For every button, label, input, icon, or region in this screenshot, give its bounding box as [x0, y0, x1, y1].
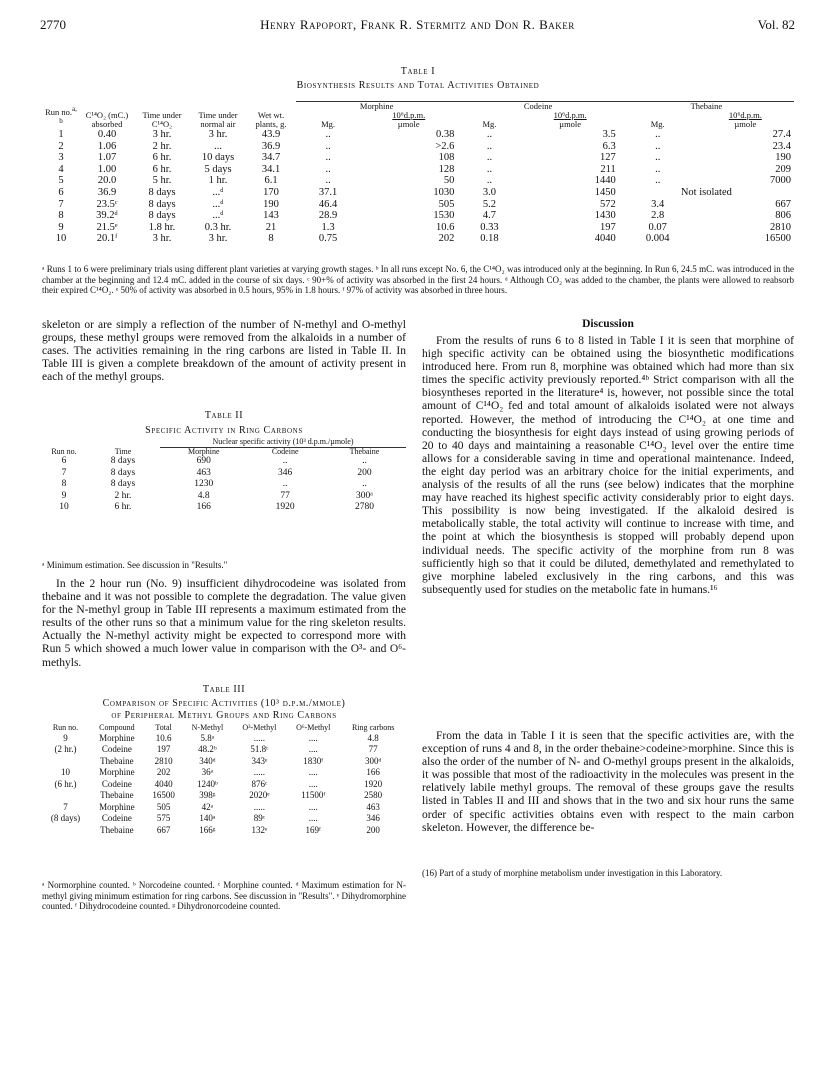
table-cell: 3 hr. [208, 129, 228, 140]
table-cell: 1920 [275, 502, 295, 512]
table-cell: 108 [438, 152, 455, 164]
table-cell: 1240ᵇ [197, 778, 218, 789]
table-cell: 190 [775, 152, 791, 164]
table2-title: Specific Activity in Ring Carbons [145, 425, 303, 436]
table-cell: 202 [438, 233, 455, 245]
table-cell: .. [486, 163, 493, 175]
table-cell: 7 [61, 467, 67, 478]
table3-label: Table III [202, 684, 246, 695]
table2-footnote: ᵃ Minimum estimation. See discussion in "Results." [42, 560, 228, 570]
table-cell: 0.004 [645, 233, 670, 245]
table-cell: 1430 [594, 210, 616, 222]
running-header [40, 17, 795, 35]
table-cell: 39.2ᵈ [96, 210, 118, 222]
table-cell: .. [486, 140, 493, 152]
table-cell: Codeine [101, 813, 132, 823]
table3 [42, 724, 406, 836]
authors: Henry Rapoport, Frank R. Stermitz and Don R. Baker [260, 17, 575, 32]
t2-col-codeine: Codeine [247, 447, 322, 456]
table-cell: .... [308, 801, 318, 812]
table1-footnote: ᵃ Runs 1 to 6 were preliminary trials using different plant varieties at varying growth stages. ᵇ In all runs except No. 6, the C¹⁴O₂ was introduced only at the beginning. In Run 6, 24.5 mC. was introduced in the chamber at the beginning and 12.4 mC. added in the course of six days. ᶜ 90+% of activity was absorbed in the first 24 hours. ᵈ Although CO₂ was added to the chamber, the plants were allowed to reabsorb their expired C¹⁴O₂. ᵉ 50% of activity was absorbed in 0.5 hours, 95% in 1.8 hours. ᶠ 97% of activity was absorbed in three hours. [42, 264, 794, 295]
table-cell: 11500ᶠ [301, 790, 326, 800]
t1-col-time-air: Time under normal air [198, 110, 238, 129]
table-cell: .. [325, 129, 331, 140]
table-cell: 140ᵃ [199, 813, 216, 823]
discussion-heading: Discussion [582, 318, 634, 330]
table-cell: 166 [366, 767, 380, 777]
table-cell: 200 [357, 467, 372, 478]
table1-label: Table I [400, 66, 436, 77]
table-cell: 51.8ᶜ [250, 744, 269, 754]
table-cell: 1.07 [97, 152, 117, 164]
t1-col-wet: Wet wt. plants, g. [255, 110, 287, 129]
table-cell: 170 [263, 186, 279, 198]
table-cell: .. [655, 175, 661, 187]
table-cell: .. [486, 175, 493, 187]
table-row [42, 456, 406, 468]
table-cell: 3.5 [602, 129, 616, 140]
page-number: 2770 [40, 17, 66, 32]
table-cell: 48.2ᵇ [198, 744, 217, 754]
table-cell: Thebaine [100, 824, 134, 835]
table-cell: 42ᵃ [201, 801, 214, 812]
table-cell: 1.8 hr. [148, 221, 176, 233]
table-cell: 4.8 [197, 490, 210, 501]
table-cell: 346 [278, 467, 293, 478]
table-cell: ..... [253, 732, 265, 743]
table-cell: 343ᵉ [251, 755, 268, 766]
table-cell: 4 [58, 163, 64, 175]
table-cell: 463 [196, 467, 211, 478]
table-cell: .... [308, 813, 318, 823]
table-cell: 10 [55, 233, 67, 245]
t1-col-run: Run no.$^{a, b}$ [45, 105, 77, 126]
table-cell: .. [282, 479, 288, 489]
table-row [42, 790, 406, 802]
t1-sub-mg: Mg. [650, 119, 665, 129]
table-cell: .. [655, 163, 661, 175]
table-cell: 1.00 [97, 163, 117, 175]
table-cell [42, 790, 89, 802]
table-cell: 9 [63, 732, 68, 743]
table-cell: 3 hr. [208, 233, 228, 245]
table-cell: 690 [196, 456, 211, 466]
table-row [42, 825, 406, 837]
table-cell: 36.9 [97, 186, 117, 198]
table-cell: 8 days [110, 456, 136, 466]
table-row [42, 502, 406, 514]
table-cell: 6.3 [602, 140, 616, 152]
table-cell: 8 days [110, 479, 136, 489]
table-cell: 575 [156, 813, 171, 823]
table-cell: 4040 [154, 778, 173, 789]
table-cell: .. [486, 152, 493, 164]
table-cell: 4040 [594, 233, 616, 245]
t3-head [42, 724, 406, 733]
table-cell: 8 [268, 233, 274, 245]
t1-grp-thebaine: Thebaine [619, 102, 794, 112]
table-row [42, 813, 406, 825]
table-row [42, 164, 794, 176]
t1-sub-dpm: 10⁶d.p.m. µmole [553, 110, 587, 129]
t2-col-thebaine: Thebaine [323, 447, 406, 456]
table-cell: 7 [58, 198, 64, 210]
table-cell: 1230 [194, 479, 214, 489]
table-cell: 346 [366, 813, 380, 823]
table-cell: 0.3 hr. [204, 221, 232, 233]
table-cell: 398ᵍ [199, 790, 216, 800]
table-cell: Thebaine [100, 790, 134, 800]
table-cell: 211 [600, 163, 616, 175]
table3-title-1: Comparison of Specific Activities (10³ d.p.m./µmole) [102, 698, 346, 709]
table-cell: 0.40 [97, 129, 117, 140]
table-cell: Not isolated [680, 186, 732, 198]
table-cell: 10.6 [436, 221, 455, 233]
table-row [42, 222, 794, 234]
table-cell: 5.2 [482, 198, 496, 210]
table-row [42, 129, 794, 141]
table-cell: 46.4 [318, 198, 338, 210]
t3-col-header: O⁶-Methyl [296, 723, 331, 732]
table-row [42, 802, 406, 814]
table-cell: 2 hr. [114, 490, 132, 501]
table-cell: 21 [265, 221, 277, 233]
table-cell: 16500 [152, 790, 175, 800]
table-cell: 36ᵃ [201, 767, 214, 777]
table-cell: .. [486, 129, 493, 140]
table-row [42, 779, 406, 791]
table-row [42, 479, 406, 491]
table-cell: 3.4 [651, 198, 665, 210]
volume: Vol. 82 [757, 17, 795, 32]
table-cell: 806 [775, 210, 791, 222]
t3-col-header: Run no. [52, 723, 79, 732]
right-paragraph-1: From the results of runs 6 to 8 listed in Table I it is seen that morphine of high specific activity can be obtained using the biosynthetic modifications introduced here. From run 8, morphine was obtained which had more than six times the specific activity previously reported.⁴ᵇ Strict comparison with all the biosyntheses reported in the literature⁴ is, however, not possible since the total amount of C¹⁴O₂ fed and total amount of alkaloids isolated were not always reported. However, the method of introducing the C¹⁴O₂ at one time and conducting the biosynthesis for eight days instead of using growing periods of 20 to 40 days and maintaining a reasonable C¹⁴O₂ level over the entire time allows for a considerable saving in time and operational maintenance. Indeed, the eight day period was an arbitrary choice for the initial experiments, and analysis of the results of all the runs (see below) indicates that the morphine may have reached its highest specific activity considerably prior to eight days. This possibility is now being investigated. If the alkaloid desired is metabolically stable, the total activity will continue to increase with time, and the point at which the biosynthesis is stopped will probably depend upon individual needs. The specific activity of the morphine from run 8 was sufficiently high so that it could be diluted, demethylated and remethylated to give morphine labeled exclusively in the ring carbons, and this was subsequently used for studies on the metabolic fate in humans.¹⁶ [422, 335, 794, 596]
table-cell: .... [308, 767, 318, 777]
t3-col-header: N-Methyl [191, 723, 224, 732]
table-cell: 23.4 [772, 140, 791, 152]
table-row [42, 733, 406, 745]
t2-col-run: Run no. [51, 446, 77, 456]
table-cell: 6.1 [264, 175, 278, 187]
left-paragraph-2: In the 2 hour run (No. 9) insufficient dihydrocodeine was isolated from thebaine and it was not possible to complete the degradation. The value given for the N-methyl group in Table III represents a maximum estimated from the results of the other runs so that a minimum value for the ring skeleton results. Actually the N-methyl activity might be expected to correspond more with Run 5 which showed a much lower value in comparison with the O³- and O⁶-methyls. [42, 578, 406, 669]
table-cell: 463 [366, 801, 380, 812]
table-cell: 10 days [201, 152, 235, 164]
table-cell: 5 days [204, 163, 232, 175]
table-cell: 300ᵈ [365, 755, 382, 766]
table-cell: 197 [156, 744, 171, 754]
table-cell: (2 hr.) [54, 744, 77, 754]
t1-grp-morphine: Morphine [296, 102, 457, 112]
table-cell: 34.1 [261, 163, 281, 175]
table-cell: ..... [253, 767, 265, 777]
table-cell: 37.1 [318, 186, 338, 198]
t1-col-c14: C¹⁴O₂ (mC.) absorbed [85, 110, 129, 129]
table-row [42, 233, 794, 245]
table-cell: .... [308, 778, 318, 789]
table-cell: ...ᵈ [212, 186, 224, 198]
table-cell: 4.7 [482, 210, 496, 222]
table-cell: 667 [775, 198, 791, 210]
table3-footnote: ᵃ Normorphine counted. ᵇ Norcodeine counted. ᶜ Morphine counted. ᵈ Maximum estimation for N-methyl giving minimum estimation for ring carbons. See discussion in "Results". ᵉ Dihydromorphine counted. ᶠ Dihydrocodeine counted. ᵍ Dihydronorcodeine counted. [42, 880, 406, 911]
table-cell: ...ᵈ [212, 198, 224, 210]
table-cell: 77 [368, 744, 378, 754]
table-cell: 505 [156, 801, 171, 812]
t3-col-header: Compound [99, 723, 135, 732]
table-cell: 0.38 [436, 129, 455, 140]
table-cell: 5 hr. [152, 175, 172, 187]
table-cell: .. [655, 140, 661, 152]
table-cell: (6 hr.) [54, 778, 77, 789]
table-cell: 1440 [594, 175, 616, 187]
table-cell: 5.8ᵃ [200, 732, 215, 743]
table-row [42, 767, 406, 779]
table-cell: 300ᵃ [356, 490, 373, 501]
table-cell: 3.0 [482, 186, 496, 198]
table-cell: .. [655, 152, 661, 164]
table-cell: 1.06 [97, 140, 117, 152]
table-cell: 2780 [354, 502, 374, 512]
table-cell: Thebaine [100, 755, 134, 766]
table-cell: 43.9 [261, 129, 281, 140]
table-cell: 572 [600, 198, 616, 210]
t1-body [42, 129, 794, 245]
table-cell: 1.3 [321, 221, 335, 233]
table-cell: 20.0 [97, 175, 117, 187]
table-cell: 340ᵈ [199, 755, 216, 766]
table-cell: .. [325, 140, 331, 152]
table-cell: .. [362, 456, 367, 466]
table-cell: 128 [438, 163, 455, 175]
table1 [42, 101, 794, 245]
table-cell: 7 [63, 801, 68, 812]
table-cell [42, 756, 89, 768]
table-cell: 8 days [148, 198, 176, 210]
table-cell: 5 [58, 175, 64, 187]
table-cell: 10 [59, 502, 69, 512]
table-cell: .... [308, 732, 318, 743]
table-cell: 505 [438, 198, 455, 210]
table-row [42, 152, 794, 164]
table-cell: Codeine [101, 744, 132, 754]
table-cell: 50 [443, 175, 455, 187]
table-cell: ..... [253, 801, 265, 812]
table-cell: ... [214, 140, 222, 152]
table-row [42, 744, 406, 756]
table-cell: 0.18 [480, 233, 499, 245]
t1-grp-codeine: Codeine [457, 102, 618, 112]
table-cell: 6 [58, 186, 64, 198]
t3-col-header: O³-Methyl [242, 723, 277, 732]
table-cell: .... [308, 744, 318, 754]
table-cell: .. [325, 152, 331, 164]
table-row [42, 756, 406, 768]
table-cell: 8 days [148, 186, 176, 198]
table-cell: 6 hr. [152, 152, 172, 164]
table-row [42, 199, 794, 211]
table1-title: Biosynthesis Results and Total Activities Obtained [296, 80, 540, 91]
table-cell: 6 [61, 456, 67, 466]
table-cell: 202 [156, 767, 171, 777]
table-cell: 8 days [148, 210, 176, 222]
table-cell: .. [655, 129, 661, 140]
t2-group: Nuclear specific activity (10³ d.p.m./µmole) [212, 437, 354, 446]
table-cell: 0.07 [648, 221, 667, 233]
t1-sub-mg: Mg. [482, 119, 497, 129]
t1-sub-dpm: 10⁶d.p.m. µmole [728, 110, 762, 129]
table-cell: Morphine [99, 767, 135, 777]
table-cell: .. [325, 175, 331, 187]
table-cell: 1030 [433, 186, 455, 198]
table-cell: 166ᵍ [199, 824, 216, 835]
table-cell: 169ᶠ [305, 824, 321, 835]
table-cell: 8 [61, 479, 67, 489]
table-cell: 190 [263, 198, 279, 210]
table-cell: Morphine [99, 801, 135, 812]
table-cell: 2.8 [651, 210, 665, 222]
t2-col-morphine: Morphine [160, 447, 247, 456]
table-cell: 10.6 [155, 732, 172, 743]
table-cell: 7000 [770, 175, 791, 187]
table-cell: >2.6 [435, 140, 455, 152]
table-cell: 8 [58, 210, 64, 222]
table-cell: 34.7 [261, 152, 281, 164]
table-cell: 36.9 [261, 140, 281, 152]
table-cell: 9 [61, 490, 67, 501]
t3-body [42, 733, 406, 837]
table-row [42, 141, 794, 153]
table-cell: 6 hr. [152, 163, 172, 175]
table-row [42, 187, 794, 199]
table-cell: 3 [58, 152, 64, 164]
table-cell: 200 [366, 824, 380, 835]
table-cell: 9 [58, 221, 64, 233]
table-cell: 2 hr. [152, 140, 172, 152]
t2-body [42, 456, 406, 514]
table-cell: 2580 [364, 790, 383, 800]
table-cell: 209 [775, 163, 791, 175]
table-cell: 1920 [364, 778, 383, 789]
right-paragraph-2: From the data in Table I it is seen that the specific activities are, with the exception of runs 4 and 8, in the order thebaine>codeine>morphine. Since this is also the order of the number of N- and O-methyl groups present in the alkaloids, it was possible that most of the radioactivity in the molecules was present in the relatively labile methyl groups. The removal of these groups gave the results listed in Tables II and III and shows that in the two and six hour runs the same order of specific activities obtains even with respect to the main carbon skeleton. However, the difference be- [422, 730, 794, 834]
t1-sub-mg: Mg. [321, 119, 336, 129]
table-cell: 667 [156, 824, 171, 835]
table3-title-2: of Peripheral Methyl Groups and Ring Carbons [111, 710, 337, 721]
table-cell: 2020ᵉ [249, 790, 270, 800]
table-cell: .. [325, 163, 331, 175]
table-cell: .. [282, 456, 288, 466]
t2-col-time: Time [114, 446, 132, 456]
table-cell: 89ᶜ [253, 813, 265, 823]
right-footnote: (16) Part of a study of morphine metabolism under investigation in this Laboratory. [422, 868, 723, 878]
table-cell: 2 [58, 140, 64, 152]
table-cell: 1450 [594, 186, 616, 198]
table-row [42, 175, 794, 187]
t3-col-header: Total [155, 723, 172, 732]
t3-col-header: Ring carbons [351, 723, 395, 732]
left-paragraph-1: skeleton or are simply a reflection of the number of N-methyl and O-methyl groups, these methyl groups were removed from the alkaloids in a number of cases. The activities remaining in the ring carbons are listed in Table II. In Table III is given a complete breakdown of the amount of activity present in each of the methyl groups. [42, 319, 406, 384]
table-cell: 132ᵉ [251, 824, 268, 835]
table-cell: 23.5ᶜ [96, 198, 118, 210]
table-row [42, 468, 406, 480]
table-cell: 0.33 [480, 221, 499, 233]
table-cell: 10 [60, 767, 70, 777]
table-cell: 21.5ᵉ [96, 221, 118, 233]
table-cell: 876ᶜ [251, 778, 268, 789]
table-cell: 0.75 [318, 233, 338, 245]
table-cell: 27.4 [772, 129, 791, 140]
table-cell: 2810 [770, 221, 791, 233]
table-cell: 20.1ᶠ [96, 233, 118, 245]
table-row [42, 210, 794, 222]
table-cell: 77 [280, 490, 290, 501]
table-cell: 1530 [433, 210, 455, 222]
table-cell: 3 hr. [152, 129, 172, 140]
table-cell: 166 [196, 502, 211, 512]
table-cell: (8 days) [50, 813, 81, 823]
table-cell: 28.9 [318, 210, 338, 222]
table-cell [42, 825, 89, 837]
table-cell: 143 [263, 210, 279, 222]
table-row [42, 491, 406, 503]
t1-col-time-c14: Time under C¹⁴O₂ [142, 110, 182, 129]
table-cell: Codeine [101, 778, 132, 789]
table-cell: 1830ᶠ [303, 755, 324, 766]
table-cell: .. [362, 479, 367, 489]
table-cell: 2810 [154, 755, 173, 766]
table-cell: 1 [58, 129, 64, 140]
table-cell: Morphine [99, 732, 135, 743]
table2 [42, 438, 406, 514]
table-cell: 127 [600, 152, 616, 164]
t1-sub-dpm: 10⁶d.p.m. µmole [392, 110, 426, 129]
table-cell: ...ᵈ [212, 210, 224, 222]
table-cell: 197 [600, 221, 616, 233]
table-cell: 16500 [764, 233, 791, 245]
table-cell: 6 hr. [114, 502, 132, 512]
table-cell: 8 days [110, 467, 136, 478]
table-cell: 4.8 [367, 732, 379, 743]
table-cell: 1 hr. [208, 175, 228, 187]
table2-label: Table II [204, 410, 244, 421]
table-cell: 3 hr. [152, 233, 172, 245]
